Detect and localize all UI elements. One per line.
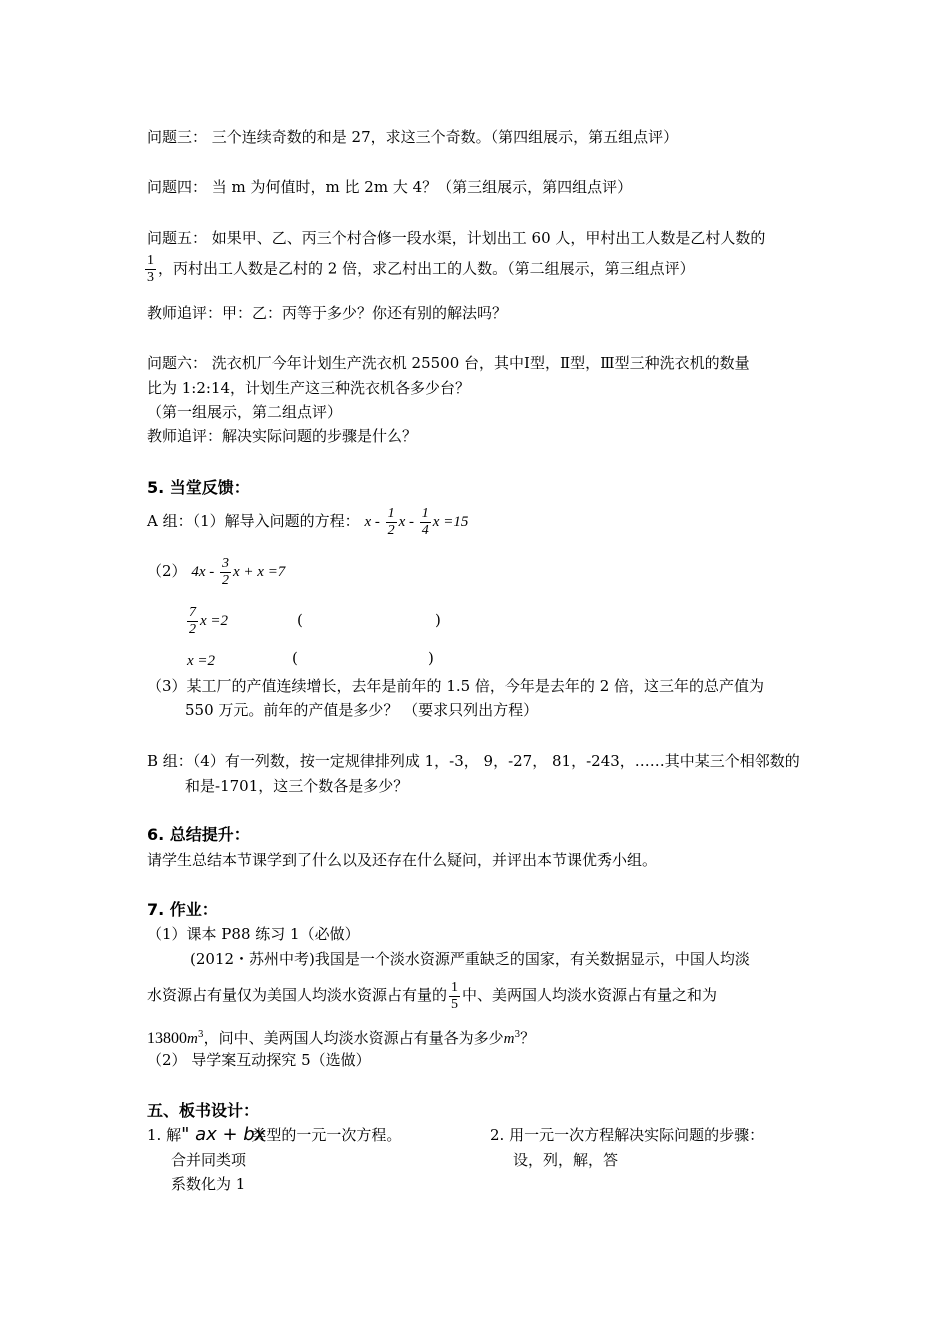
group-a-item1: A 组：（1）解导入问题的方程： x - $\frac{1}{2}$ x - $\frac{1}{4}$ x =15: [147, 506, 469, 539]
teacher-comment-six: 教师追评：解决实际问题的步骤是什么？: [147, 427, 418, 445]
section-6-title: 6. 总结提升：: [147, 825, 250, 844]
group-a-item3-line1: （3）某工厂的产值连续增长，去年是前年的 1.5 倍，今年是去年的 2 倍，这三年的总产值为: [147, 677, 765, 695]
problem-five-line1: 问题五： 如果甲、乙、丙三个村合修一段水渠，计划出工 60 人，甲村出工人数是乙村人数的: [147, 229, 766, 247]
homework-problem-line2: 水资源占有量仅为美国人均淡水资源占有量的 $\frac{1}{5}$ 中、美两国人均淡水资源占有量之和为: [147, 979, 718, 1012]
board-step-combine: 合并同类项: [171, 1151, 247, 1169]
board-design-title: 五、板书设计：: [147, 1101, 260, 1120]
group-b-line2: 和是-1701，这三个数各是多少？: [185, 777, 409, 795]
board-item-1: 1. 解" ax + bx类型的一元一次方程。: [147, 1124, 402, 1145]
section-6-text: 请学生总结本节课学到了什么以及还存在什么疑问，并评出本节课优秀小组。: [147, 851, 658, 869]
problem-six-line2: 比为 1:2:14，计划生产这三种洗衣机各多少台？: [147, 379, 471, 397]
blank-paren-open-2: (: [292, 649, 298, 667]
homework-1: （1）课本 P88 练习 1（必做）: [147, 925, 360, 943]
fraction-one-fifth: $\frac{1}{5}$: [451, 979, 459, 1012]
teacher-comment-five: 教师追评：甲：乙：丙等于多少？你还有别的解法吗？: [147, 304, 508, 322]
homework-problem-line3: $13800m^3$，问中、美两国人均淡水资源占有量各为多少$m^3$？: [147, 1029, 536, 1047]
blank-paren-open-1: (: [297, 611, 303, 629]
homework-2: （2） 导学案互动探究 5（选做）: [147, 1051, 371, 1069]
section-5-title: 5. 当堂反馈：: [147, 478, 250, 497]
section-7-title: 7. 作业：: [147, 900, 218, 919]
problem-three: 问题三： 三个连续奇数的和是 27，求这三个奇数。（第四组展示，第五组点评）: [147, 128, 679, 146]
board-step-coefficient: 系数化为 1: [171, 1175, 246, 1193]
equation-4: x =2: [187, 653, 216, 669]
blank-paren-close-1: ): [435, 611, 441, 629]
problem-six-line3: （第一组展示，第二组点评）: [147, 403, 343, 421]
homework-problem-line1: (2012・苏州中考)我国是一个淡水资源严重缺乏的国家，有关数据显示，中国人均淡: [190, 950, 750, 968]
fraction-one-third: $\frac{1}{3}$: [147, 253, 154, 285]
board-item-2: 2. 用一元一次方程解决实际问题的步骤：: [490, 1126, 765, 1144]
group-a-item2: （2） 4x - $\frac{3}{2}$ x + x =7: [147, 556, 286, 589]
equation-3: $\frac{7}{2}$ x =2: [189, 605, 229, 638]
equation-2: 4x - $\frac{3}{2}$ x + x =7: [191, 556, 286, 589]
group-b-line1: B 组：（4）有一列数，按一定规律排列成 1，-3， 9，-27， 81，-243，……其中某三个相邻数的: [147, 752, 800, 770]
equation-1: x - $\frac{1}{2}$ x - $\frac{1}{4}$ x =15: [364, 506, 469, 539]
problem-six-line1: 问题六： 洗衣机厂今年计划生产洗衣机 25500 台，其中Ⅰ型，Ⅱ型，Ⅲ型三种洗衣机的数量: [147, 354, 750, 372]
problem-five-line2: $\frac{1}{3}$ ，丙村出工人数是乙村的 2 倍，求乙村出工的人数。（第二组展示，第三组点评）: [147, 253, 695, 285]
group-a-item3-line2: 550 万元。前年的产值是多少？ （要求只列出方程）: [185, 701, 539, 719]
blank-paren-close-2: ): [428, 649, 434, 667]
board-item-2-steps: 设，列，解，答: [513, 1151, 619, 1169]
problem-four: 问题四： 当 m 为何值时，m 比 2m 大 4？（第三组展示，第四组点评）: [147, 178, 633, 196]
